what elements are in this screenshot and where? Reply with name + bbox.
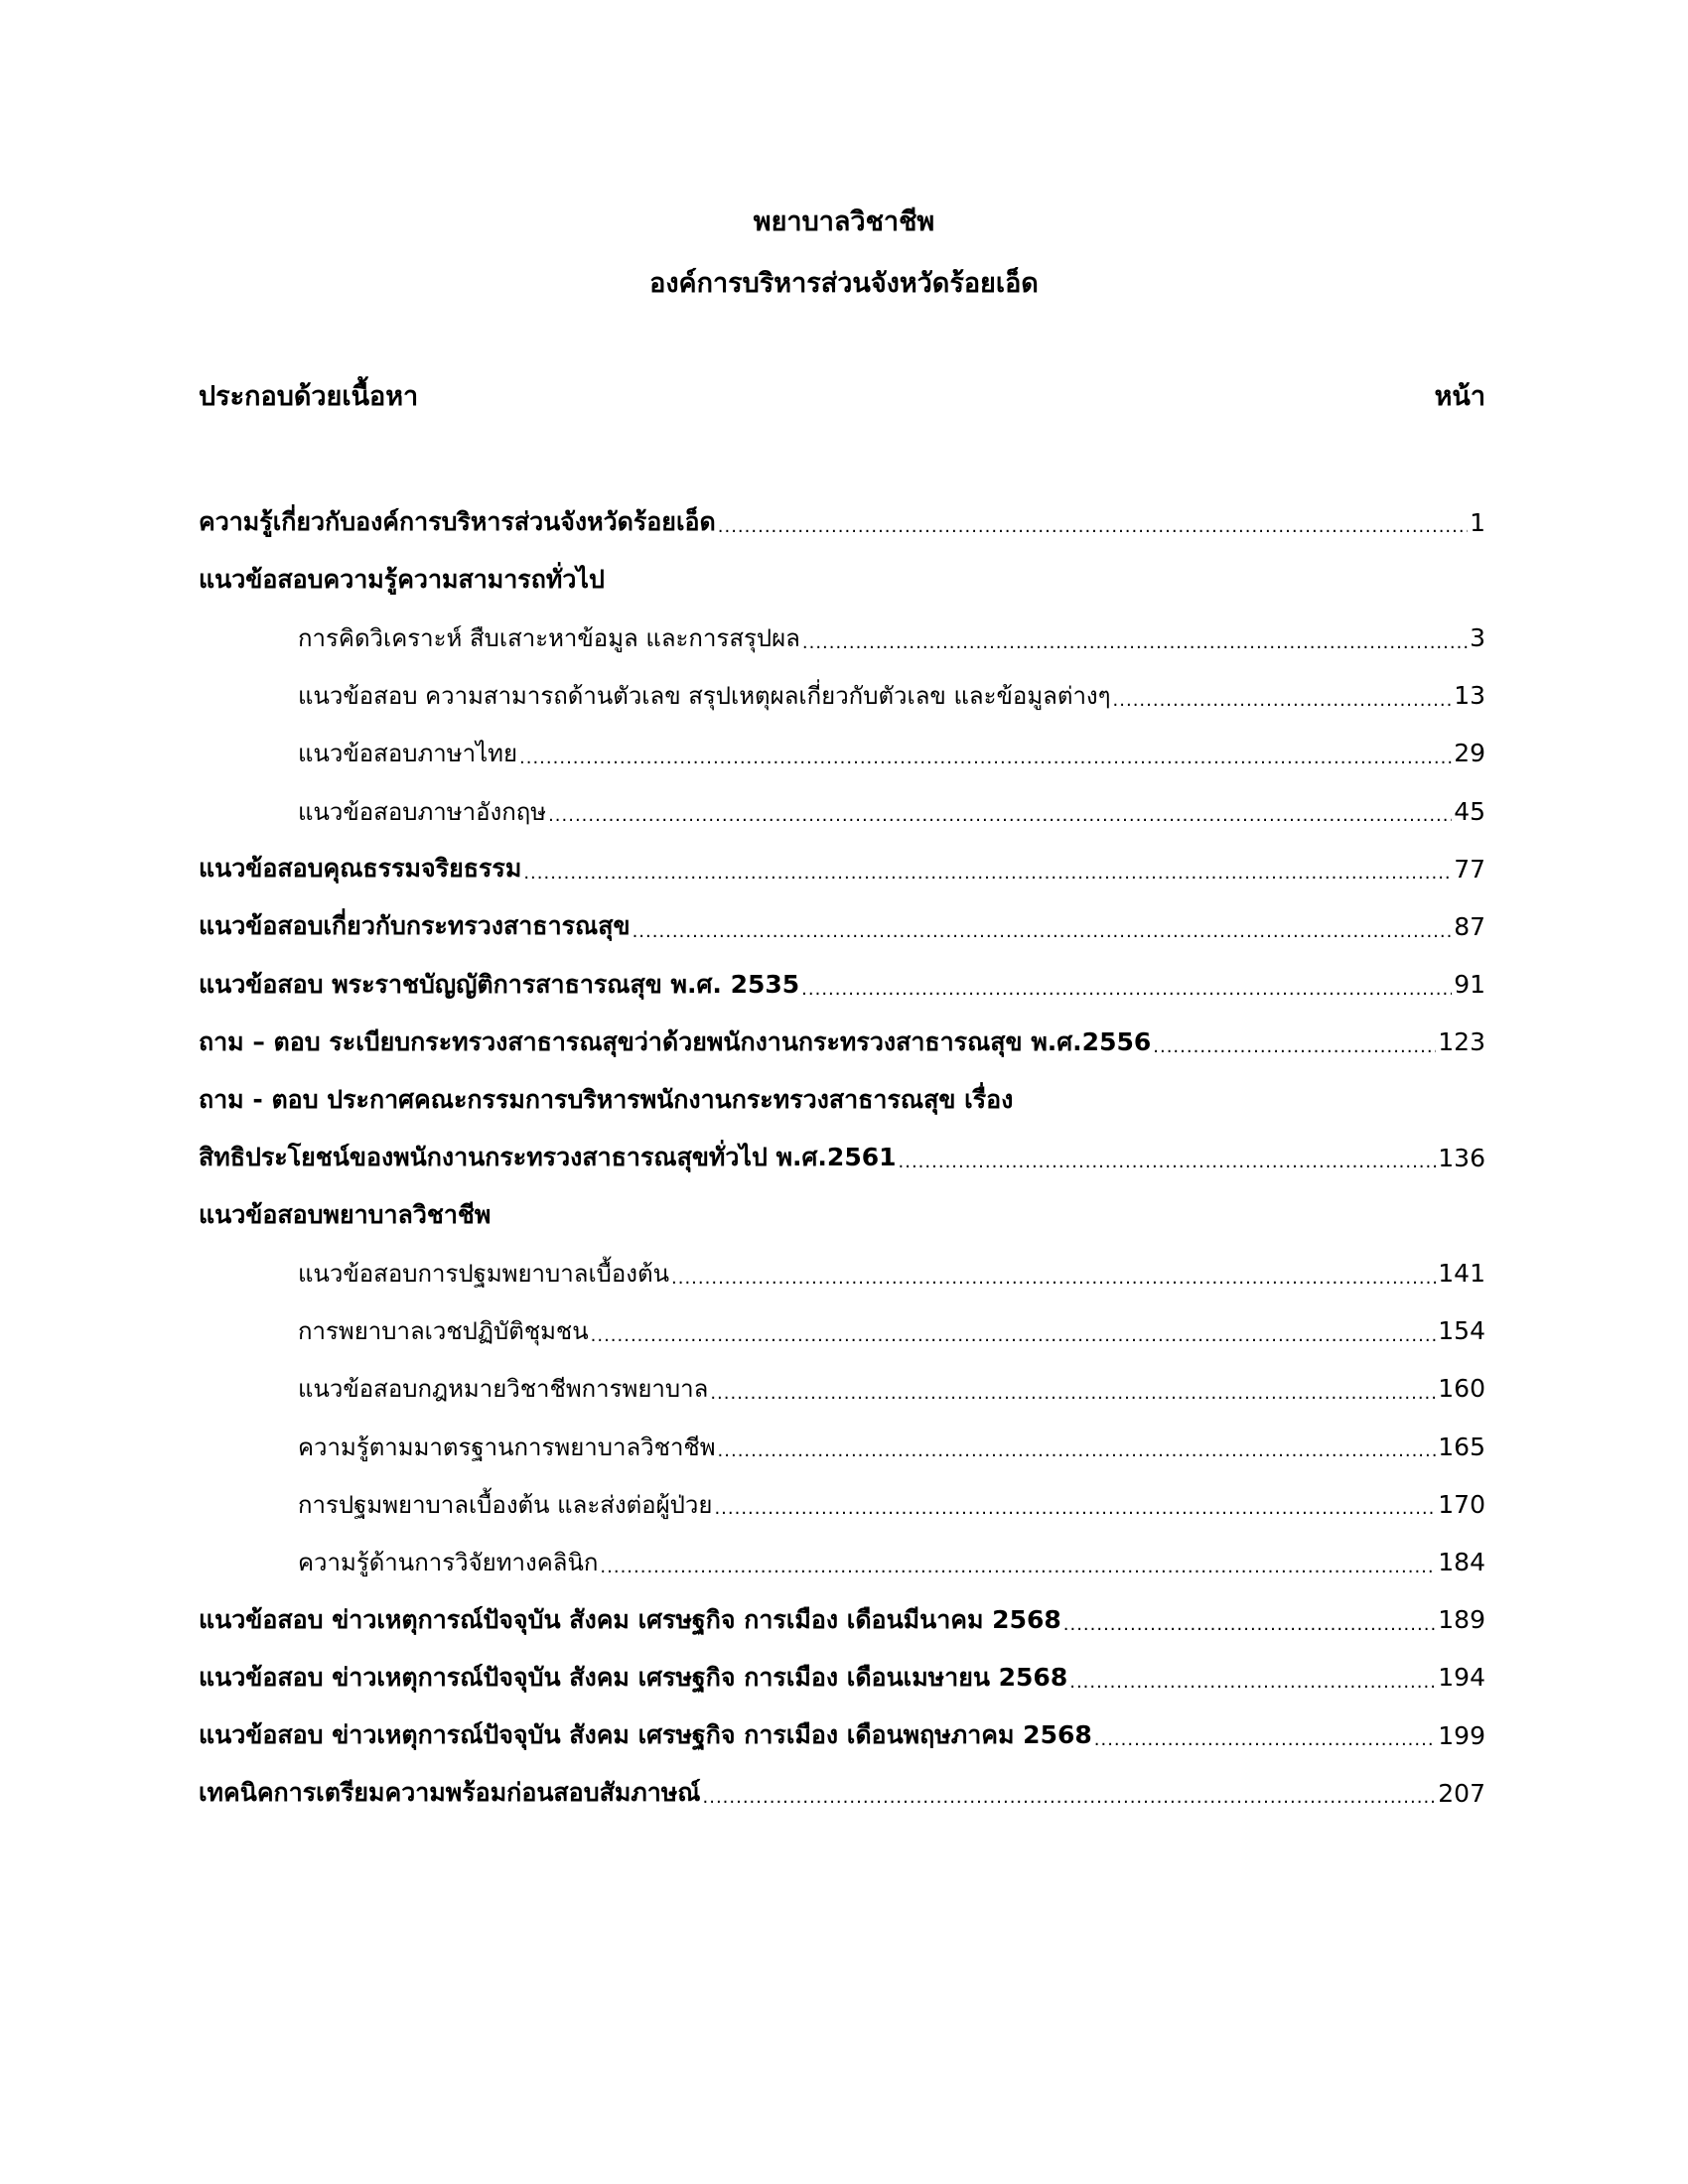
- dot-leader: [671, 1268, 1436, 1302]
- dot-leader: [591, 1325, 1437, 1360]
- document-subtitle: องค์การบริหารส่วนจังหวัดร้อยเอ็ด: [649, 268, 1039, 299]
- toc-entry-label: แนวข้อสอบภาษาไทย: [298, 740, 518, 768]
- toc-entry-page: 136: [1438, 1143, 1485, 1172]
- toc-entry: [199, 782, 1485, 840]
- contents-label: ประกอบด้วยเนื้อหา: [199, 381, 419, 412]
- dot-leader: [523, 863, 1452, 897]
- toc-entry-label: แนวข้อสอบ ข่าวเหตุการณ์ปัจจุบัน สังคม เศรษฐกิจ การเมือง เดือนมีนาคม 2568: [199, 1604, 1061, 1634]
- dot-leader: [1094, 1729, 1437, 1764]
- toc-entry: [199, 1418, 1485, 1475]
- toc-entry-page: 77: [1454, 854, 1485, 884]
- toc-entry-label: แนวข้อสอบ พระราชบัญญัติการสาธารณสุข พ.ศ. 2535: [199, 969, 800, 999]
- toc-entry-label: เทคนิคการเตรียมความพร้อมก่อนสอบสัมภาษณ์: [199, 1778, 701, 1808]
- dot-leader: [718, 1440, 1437, 1475]
- toc-entry: [199, 1591, 1485, 1649]
- dot-leader: [519, 748, 1452, 782]
- dot-leader: [802, 632, 1468, 667]
- toc-entry-label: แนวข้อสอบเกี่ยวกับกระทรวงสาธารณสุข: [199, 911, 631, 941]
- toc-entry-page: 154: [1438, 1316, 1485, 1346]
- toc-entry: [199, 493, 1485, 551]
- toc-entry: [199, 1302, 1485, 1360]
- toc-entry-label: แนวข้อสอบคุณธรรมจริยธรรม: [199, 854, 522, 884]
- dot-leader: [710, 1383, 1436, 1418]
- toc-entry-label: แนวข้อสอบพยาบาลวิชาชีพ: [199, 1200, 492, 1230]
- toc-entry-label: แนวข้อสอบภาษาอังกฤษ: [298, 797, 547, 826]
- toc-section-heading: [199, 1186, 1485, 1244]
- dot-leader: [718, 516, 1468, 551]
- toc-entry-page: 87: [1454, 911, 1485, 941]
- table-of-contents: [199, 493, 1485, 1822]
- toc-entry-label: สิทธิประโยชน์ของพนักงานกระทรวงสาธารณสุขทั่วไป พ.ศ.2561: [199, 1143, 897, 1172]
- toc-entry: [199, 897, 1485, 955]
- dot-leader: [1069, 1672, 1436, 1706]
- toc-entry: [199, 1475, 1485, 1533]
- toc-entry-label: ถาม - ตอบ ประกาศคณะกรรมการบริหารพนักงานกระทรวงสาธารณสุข เรื่อง: [199, 1084, 1014, 1114]
- toc-entry-page: 91: [1454, 970, 1485, 1000]
- dot-leader: [714, 1498, 1436, 1533]
- toc-entry: [199, 840, 1485, 897]
- toc-entry-label: แนวข้อสอบการปฐมพยาบาลเบื้องต้น: [298, 1260, 670, 1289]
- toc-entry: [199, 1360, 1485, 1418]
- toc-entry-label: แนวข้อสอบ ข่าวเหตุการณ์ปัจจุบัน สังคม เศรษฐกิจ การเมือง เดือนพฤษภาคม 2568: [199, 1720, 1092, 1750]
- toc-entry-label: แนวข้อสอบกฎหมายวิชาชีพการพยาบาล: [298, 1375, 709, 1404]
- toc-header: [199, 377, 1485, 417]
- toc-entry-page: 199: [1438, 1720, 1485, 1750]
- page-column-label: หน้า: [1434, 381, 1485, 412]
- toc-section-heading: [199, 551, 1485, 609]
- toc-entry-label: การพยาบาลเวชปฏิบัติชุมชน: [298, 1317, 589, 1346]
- dot-leader: [899, 1152, 1437, 1186]
- dot-leader: [801, 979, 1452, 1014]
- toc-entry-page: 1: [1470, 507, 1485, 537]
- toc-entry: [199, 609, 1485, 666]
- toc-entry-page: 3: [1470, 622, 1485, 652]
- toc-entry-page: 165: [1438, 1432, 1485, 1461]
- toc-entry-page: 207: [1438, 1778, 1485, 1808]
- dot-leader: [1063, 1614, 1437, 1649]
- toc-entry: [199, 1764, 1485, 1822]
- toc-entry-page: 29: [1454, 739, 1485, 768]
- dot-leader: [600, 1557, 1436, 1591]
- toc-entry-label: การปฐมพยาบาลเบื้องต้น และส่งต่อผู้ป่วย: [298, 1490, 713, 1519]
- dot-leader: [548, 805, 1452, 840]
- toc-entry-page: 184: [1438, 1547, 1485, 1576]
- toc-entry-page: 123: [1438, 1027, 1485, 1057]
- toc-entry-label: แนวข้อสอบความรู้ความสามารถทั่วไป: [199, 565, 605, 595]
- toc-entry-label: แนวข้อสอบ ความสามารถด้านตัวเลข สรุปเหตุผลเกี่ยวกับตัวเลข และข้อมูลต่างๆ: [298, 682, 1111, 711]
- toc-entry-label: แนวข้อสอบ ข่าวเหตุการณ์ปัจจุบัน สังคม เศรษฐกิจ การเมือง เดือนเมษายน 2568: [199, 1662, 1068, 1692]
- toc-entry: [199, 1129, 1485, 1186]
- dot-leader: [633, 921, 1453, 956]
- toc-entry-label: การคิดวิเคราะห์ สืบเสาะหาข้อมูล และการสรุปผล: [298, 623, 800, 652]
- toc-entry: [199, 1014, 1485, 1071]
- toc-entry-page: 45: [1454, 796, 1485, 826]
- toc-entry-page: 13: [1454, 681, 1485, 711]
- toc-entry-page: 170: [1438, 1489, 1485, 1519]
- toc-entry: [199, 667, 1485, 725]
- document-title: พยาบาลวิชาชีพ: [753, 206, 935, 237]
- toc-entry: [199, 1706, 1485, 1764]
- toc-entry: [199, 725, 1485, 782]
- toc-entry-label: ความรู้ด้านการวิจัยทางคลินิก: [298, 1548, 599, 1576]
- toc-entry: [199, 1533, 1485, 1590]
- toc-entry-page: 194: [1438, 1663, 1485, 1693]
- toc-entry: [199, 1244, 1485, 1301]
- toc-entry: [199, 956, 1485, 1014]
- toc-entry: [199, 1649, 1485, 1706]
- dot-leader: [1113, 690, 1453, 725]
- toc-entry-page: 189: [1438, 1605, 1485, 1635]
- dot-leader: [703, 1787, 1437, 1822]
- toc-entry-page: 160: [1438, 1374, 1485, 1404]
- toc-entry-label: ความรู้ตามมาตรฐานการพยาบาลวิชาชีพ: [298, 1433, 716, 1461]
- toc-entry-page: 141: [1438, 1259, 1485, 1289]
- dot-leader: [1153, 1036, 1436, 1071]
- toc-entry-label: ถาม – ตอบ ระเบียบกระทรวงสาธารณสุขว่าด้วยพนักงานกระทรวงสาธารณสุข พ.ศ.2556: [199, 1026, 1152, 1056]
- toc-entry-label: ความรู้เกี่ยวกับองค์การบริหารส่วนจังหวัดร้อยเอ็ด: [199, 507, 716, 537]
- toc-entry-continued: [199, 1071, 1485, 1129]
